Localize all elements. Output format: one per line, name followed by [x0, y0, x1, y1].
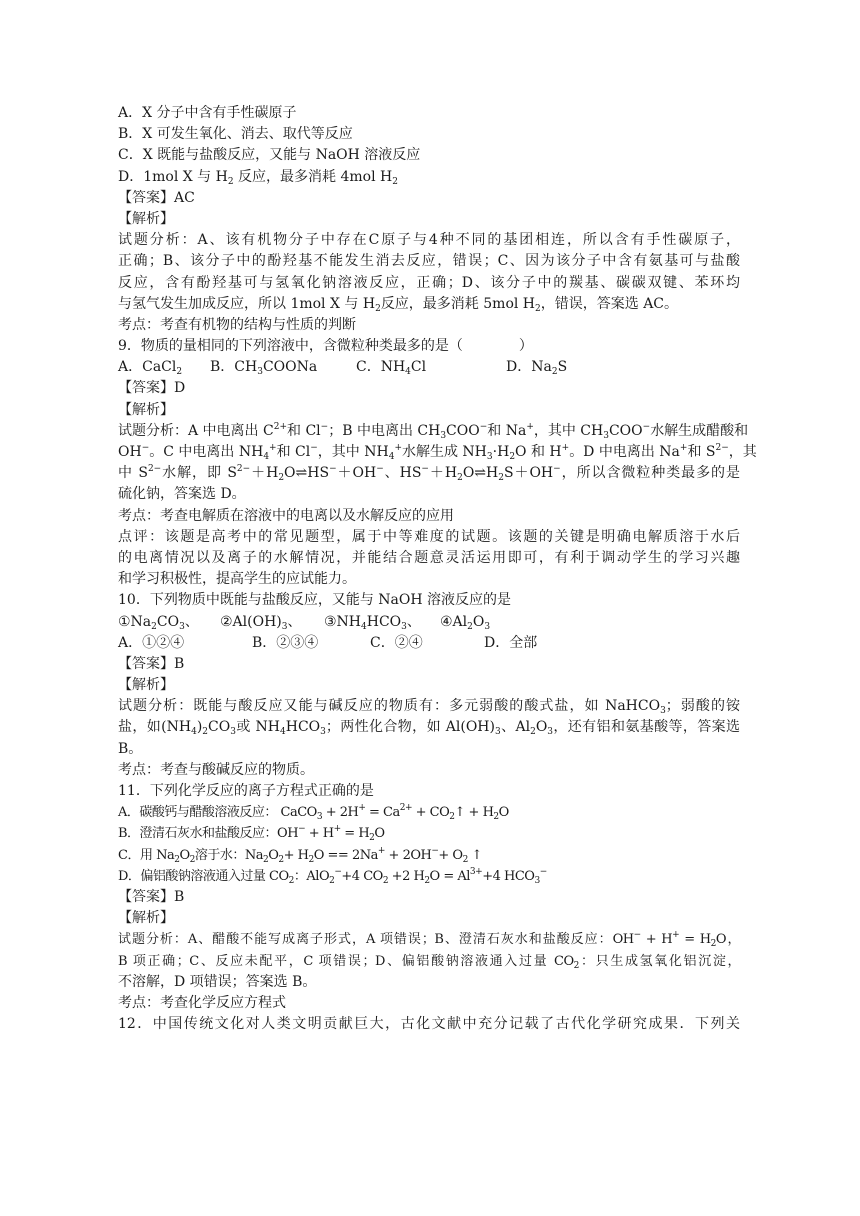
q8-option-b: B．X 可发生氧化、消去、取代等反应 — [118, 126, 353, 143]
q9-analysis-line: 中 $S^{2-}$水解，即 $S^{2-}+H_2O\rightleftharpoons HS^-+OH^-$、$HS^-+H_2O\rightleftharpoons H_2S+OH^-$，所以含微粒种类最多的是 — [118, 464, 741, 484]
q11-stem: 11．下列化学反应的离子方程式正确的是 — [118, 783, 374, 799]
q9-kaodian: 考点：考查电解质在溶液中的电离以及水解反应的应用 — [118, 507, 454, 524]
q8-option-d: D．1mol X 与 $H_2$ 反应，最多消耗 4mol $H_2$ — [118, 168, 398, 187]
q9-analysis-line: 试题分析：A 中电离出 $C^{2+}$和 Cl−；B 中电离出 $CH_3COO^-$和 Na+，其中 $CH_3COO^-$水解生成醋酸和 — [118, 421, 749, 441]
q11-kaodian: 考点：考查化学反应方程式 — [118, 994, 286, 1011]
q8-analysis-line: 正确；B、该分子中的酚羟基不能发生消去反应，错误；C、因为该分子中含有氨基可与盐酸 — [118, 253, 740, 270]
q8-analysis-label: 【解析】 — [118, 210, 174, 227]
q11-option-d: D．偏铝酸钠溶液通入过量 $CO_2$：AlO$_2$−+4 $CO_2 +2$ $H_2O = Al^{3+}+4$ $HCO_3^-$ — [118, 866, 547, 886]
q11-analysis-label: 【解析】 — [118, 910, 174, 927]
q9-answer: 【答案】D — [118, 380, 186, 397]
q11-answer: 【答案】B — [118, 888, 185, 905]
q10-items: $①Na_2CO_3$、 $②Al(OH)_3$、 $③NH_4HCO_3$、 $④Al_2O_3$ — [118, 613, 491, 632]
q10-stem: 10．下列物质中既能与盐酸反应，又能与 NaOH 溶液反应的是 — [118, 592, 511, 609]
q9-dianping-line: 和学习积极性，提高学生的应试能力。 — [118, 571, 356, 588]
q11-analysis-line: 不溶解，D 项错误；答案选 B。 — [118, 973, 317, 990]
q8-option-c: C．X 既能与盐酸反应，又能与 NaOH 溶液反应 — [118, 147, 421, 164]
q9-dianping-line: 点评：该题是高考中的常见题型，属于中等难度的试题。该题的关键是明确电解质溶于水后 — [118, 528, 740, 545]
q9-analysis-line: OH−。C 中电离出 $NH_4^+$和 Cl−，其中 $NH_4^+$水解生成 $NH_3\cdot H_2O$ 和 H+。D 中电离出 Na+和 $S^{2-}$，其 — [118, 443, 757, 462]
q11-option-b: B．澄清石灰水和盐酸反应：$OH^- + H^+ = H_2O$ — [118, 824, 385, 844]
q11-analysis-line: B 项正确；C、反应未配平，C 项错误；D、偏铝酸钠溶液通入过量 $CO_2$：只生成氢氧化铝沉淀， — [118, 953, 740, 971]
q9-dianping-line: 的电离情况以及离子的水解情况，并能结合题意灵活运用即可，有利于调动学生的学习兴趣 — [118, 549, 740, 566]
q10-analysis-label: 【解析】 — [118, 677, 174, 694]
q12-stem: 12．中国传统文化对人类文明贡献巨大，古化文献中充分记载了古代化学研究成果．下列关 — [118, 1016, 740, 1033]
document-page — [118, 103, 757, 1035]
q10-analysis-line: 试题分析：既能与酸反应又能与碱反应的物质有：多元弱酸的酸式盐，如 NaHCO$_3$；弱酸的铵 — [118, 698, 740, 717]
q9-options: A．CaCl$_2$ B．$CH_3COONa$ C．$NH_4Cl$ D．$Na_2S$ — [118, 359, 568, 378]
q8-kaodian: 考点：考查有机物的结构与性质的判断 — [118, 316, 356, 333]
q10-options: A．①②④ B．②③④ C．②④ D．全部 — [118, 634, 538, 651]
q11-analysis-line: 试题分析：A、醋酸不能写成离子形式，A 项错误；B、澄清石灰水和盐酸反应：$OH^- + H^+ = H_2O$， — [118, 930, 740, 950]
q8-option-a: A．X 分子中含有手性碳原子 — [118, 105, 297, 121]
q11-option-a: A．碳酸钙与醋酸溶液反应： CaCO$_3$ + $2H^+ = Ca^{2+}$ + $CO_2↑ + H_2O$ — [118, 803, 509, 823]
q8-analysis-line: 试题分析：A、该有机物分子中存在C原子与4种不同的基团相连，所以含有手性碳原子， — [118, 232, 740, 249]
q10-kaodian: 考点：考查与酸碱反应的物质。 — [118, 761, 314, 778]
q11-option-c: C．用 $Na_2O_2$溶于水：$Na_2O_2+ H_2O == 2Na^+ + 2OH^-+ O_2$ ↑ — [118, 845, 482, 865]
q8-answer: 【答案】AC — [118, 189, 195, 206]
q10-analysis-line: B。 — [118, 740, 143, 757]
q9-stem: 9．物质的量相同的下列溶液中，含微粒种类最多的是（ ） — [118, 338, 533, 355]
q8-analysis-line: 反应，含有酚羟基可与氢氧化钠溶液反应，正确；D、该分子中的羰基、碳碳双键、苯环均 — [118, 274, 740, 291]
q9-analysis-line: 硫化钠，答案选 D。 — [118, 486, 246, 503]
q8-analysis-line: 与氢气发生加成反应，所以 1mol X 与 $H_2$反应，最多消耗 5mol $H_2$，错误，答案选 AC。 — [118, 295, 679, 314]
q10-analysis-line: 盐，如$(NH_4)_2CO_3$或 $NH_4HCO_3$；两性化合物，如 $Al(OH)_3$、$Al_2O_3$，还有铝和氨基酸等，答案选 — [118, 719, 741, 738]
q9-analysis-label: 【解析】 — [118, 401, 174, 418]
q10-answer: 【答案】B — [118, 655, 185, 672]
